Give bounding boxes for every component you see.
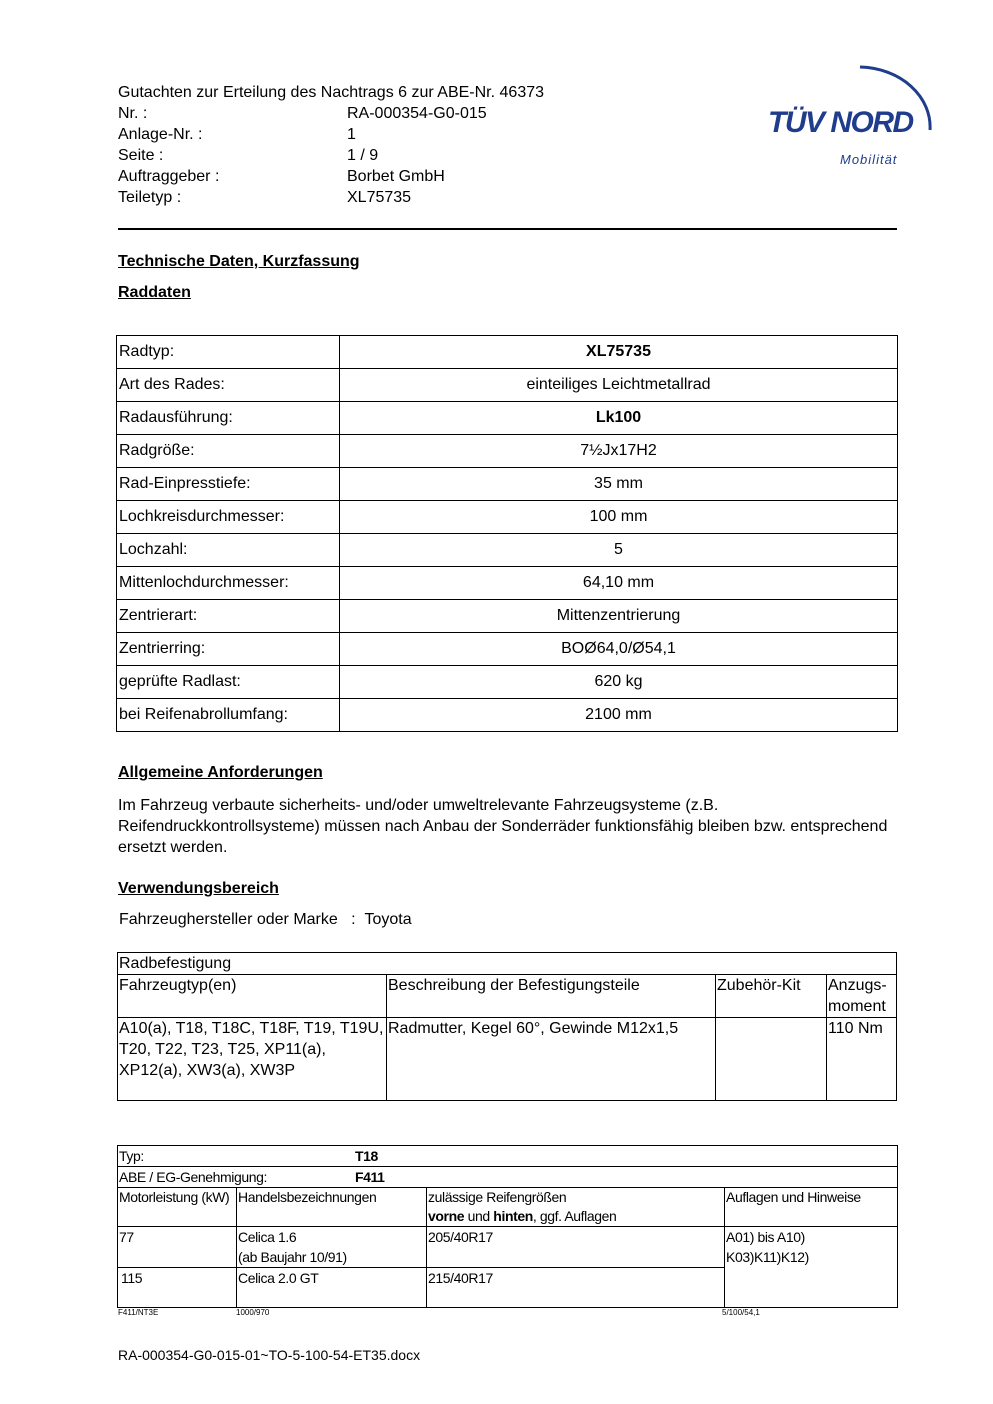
wheel-data-value: Mittenzentrierung [340, 600, 898, 633]
wheel-data-label: Radgröße: [117, 435, 340, 468]
row2-trade: Celica 2.0 GT [237, 1268, 427, 1308]
wheel-data-value: BOØ64,0/Ø54,1 [340, 633, 898, 666]
wheel-data-label: Lochkreisdurchmesser: [117, 501, 340, 534]
header-field-row [118, 103, 487, 124]
wheel-data-value: 2100 mm [340, 699, 898, 732]
header-field-label: Teiletyp : [118, 189, 182, 206]
wheel-data-row [117, 633, 898, 666]
general-requirements-title: Allgemeine Anforderungen [118, 764, 323, 781]
wheel-data-row [117, 567, 898, 600]
header-field-row [118, 166, 445, 187]
header-field-value: XL75735 [347, 189, 412, 206]
wheel-data-label: geprüfte Radlast: [117, 666, 340, 699]
tuev-nord-logo: TÜV NORD [768, 106, 913, 139]
header-field-label: Seite : [118, 147, 164, 164]
wheel-data-table [116, 335, 898, 732]
header-tires-and: und [467, 1208, 490, 1224]
row1-tires: 205/40R17 [427, 1227, 725, 1268]
wheel-data-row [117, 534, 898, 567]
mount-description: Radmutter, Kegel 60°, Gewinde M12x1,5 [387, 1018, 716, 1101]
wheel-data-row [117, 336, 898, 369]
document-title: Gutachten zur Erteilung des Nachtrags 6 zur ABE-Nr. 46373 [118, 84, 545, 101]
header-field-value: RA-000354-G0-015 [347, 105, 487, 122]
header-field-row [118, 145, 378, 166]
header-tires-prefix: zulässige Reifengrößen [428, 1189, 567, 1205]
abe-value: F411 [355, 1169, 385, 1185]
header-tires-suffix: , ggf. Auflagen [532, 1208, 617, 1224]
mount-header-description: Beschreibung der Befestigungsteile [387, 975, 716, 1018]
mount-kit [716, 1018, 827, 1101]
mount-header-kit: Zubehör-Kit [716, 975, 827, 1018]
header-field-value: 1 [347, 126, 356, 143]
tuev-nord-logo-subtitle: Mobilität [840, 152, 898, 167]
wheel-data-row [117, 369, 898, 402]
header-tire-sizes [427, 1188, 725, 1227]
header-field-label: Auftraggeber : [118, 168, 220, 185]
header-field-label: Nr. : [118, 105, 148, 122]
header-field-row [118, 124, 356, 145]
code-left: F411/NT3E [118, 1308, 159, 1317]
header-trade-names: Handelsbezeichnungen [237, 1188, 427, 1227]
typ-row [118, 1146, 898, 1167]
header-field-label: Anlage-Nr. : [118, 126, 203, 143]
wheel-mount-table [117, 952, 897, 1101]
wheel-data-row [117, 501, 898, 534]
wheel-data-value: 7½Jx17H2 [340, 435, 898, 468]
wheel-data-value: 100 mm [340, 501, 898, 534]
notes-line1: A01) bis A10) [726, 1229, 805, 1245]
header-tires-rear: hinten [493, 1208, 533, 1224]
wheel-data-label: Radausführung: [117, 402, 340, 435]
wheel-data-row [117, 600, 898, 633]
wheel-data-label: Rad-Einpresstiefe: [117, 468, 340, 501]
mount-table-title: Radbefestigung [118, 953, 897, 975]
wheel-data-row [117, 435, 898, 468]
mount-torque: 110 Nm [827, 1018, 897, 1101]
wheel-data-value: 620 kg [340, 666, 898, 699]
general-requirements-text: Im Fahrzeug verbaute sicherheits- und/oder umweltrelevante Fahrzeugsysteme (z.B. Reifendruckkontrollsysteme) müssen nach Anbau der Sonderräder funktionsfähig bleiben bzw. entsprechend ersetzt werden. [118, 797, 888, 856]
vehicle-type-table [117, 1145, 898, 1308]
wheel-data-value: 35 mm [340, 468, 898, 501]
wheel-data-label: Mittenlochdurchmesser: [117, 567, 340, 600]
header-field-value: Borbet GmbH [347, 168, 445, 185]
header-power: Motorleistung (kW) [118, 1188, 237, 1227]
manufacturer-line [119, 911, 412, 929]
wheel-data-label: Lochzahl: [117, 534, 340, 567]
mount-types: A10(a), T18, T18C, T18F, T19, T19U, T20, T22, T23, T25, XP11(a), XP12(a), XW3(a), XW3P [118, 1018, 387, 1101]
wheel-data-row [117, 666, 898, 699]
wheel-data-label: bei Reifenabrollumfang: [117, 699, 340, 732]
wheel-data-value: Lk100 [340, 402, 898, 435]
code-middle: 1000/970 [236, 1308, 270, 1317]
row1-power: 77 [118, 1227, 237, 1268]
header-divider [118, 228, 897, 230]
wheel-data-label: Radtyp: [117, 336, 340, 369]
row1-trade [237, 1227, 427, 1268]
notes-cell [725, 1227, 898, 1308]
row1-trade-line1: Celica 1.6 [238, 1229, 297, 1245]
typ-label: Typ: [119, 1148, 144, 1164]
section-subtitle: Raddaten [118, 284, 191, 301]
mount-header-torque: Anzugs-moment [827, 975, 897, 1018]
notes-line2: K03)K11)K12) [726, 1249, 809, 1265]
wheel-data-value: 64,10 mm [340, 567, 898, 600]
wheel-data-row [117, 699, 898, 732]
wheel-data-value: XL75735 [340, 336, 898, 369]
typ-value: T18 [355, 1148, 378, 1164]
mount-header-types: Fahrzeugtyp(en) [118, 975, 387, 1018]
row2-power: 115 [118, 1268, 237, 1308]
wheel-data-label: Zentrierring: [117, 633, 340, 666]
row2-tires: 215/40R17 [427, 1268, 725, 1308]
wheel-data-label: Zentrierart: [117, 600, 340, 633]
header-tires-front: vorne [428, 1208, 465, 1224]
manufacturer-separator: : [351, 911, 356, 928]
header-field-row [118, 187, 411, 208]
abe-label: ABE / EG-Genehmigung: [119, 1169, 268, 1185]
wheel-data-value: einteiliges Leichtmetallrad [340, 369, 898, 402]
usage-title: Verwendungsbereich [118, 880, 279, 897]
wheel-data-label: Art des Rades: [117, 369, 340, 402]
abe-row [118, 1167, 898, 1188]
wheel-data-row [117, 468, 898, 501]
footer-filename: RA-000354-G0-015-01~TO-5-100-54-ET35.docx [118, 1347, 421, 1363]
manufacturer-value: Toyota [364, 911, 412, 928]
header-field-value: 1 / 9 [347, 147, 379, 164]
code-right: 5/100/54,1 [722, 1308, 760, 1317]
row1-trade-line2: (ab Baujahr 10/91) [238, 1249, 347, 1265]
wheel-data-value: 5 [340, 534, 898, 567]
wheel-data-row [117, 402, 898, 435]
header-notes: Auflagen und Hinweise [725, 1188, 898, 1227]
section-title: Technische Daten, Kurzfassung [118, 253, 360, 270]
manufacturer-label: Fahrzeughersteller oder Marke [119, 911, 338, 928]
